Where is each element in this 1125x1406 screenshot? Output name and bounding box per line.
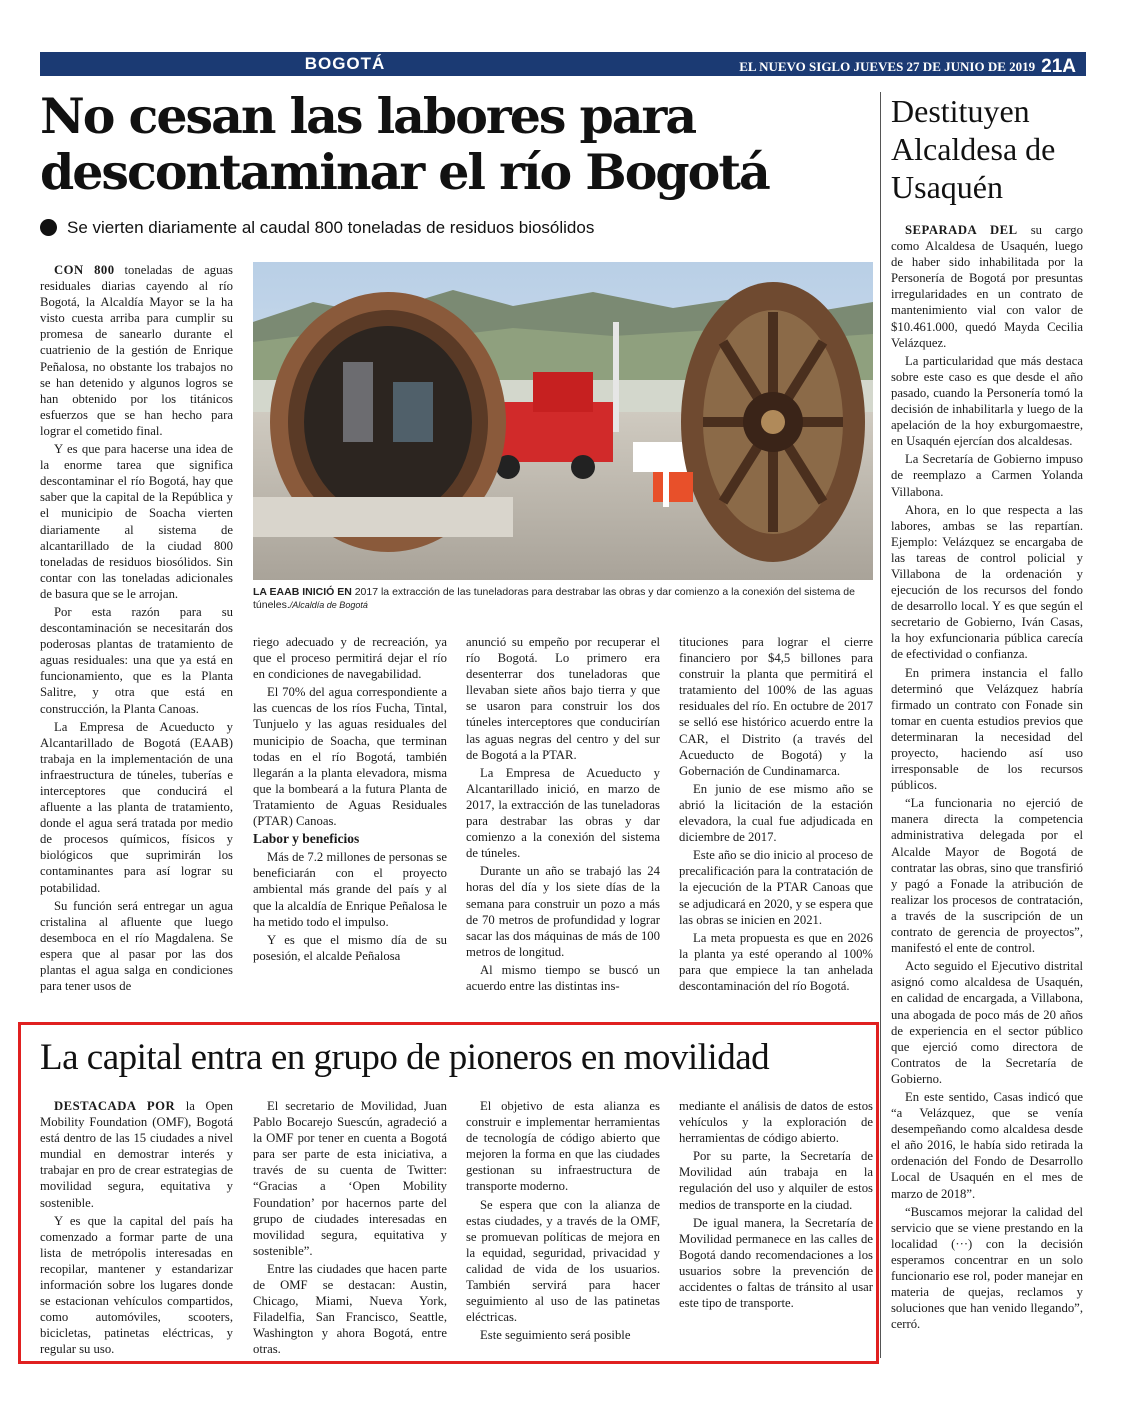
paragraph [679, 1148, 873, 1212]
paragraph [466, 1327, 660, 1343]
main-headline: No cesan las labores para descontaminar el río Bogotá [40, 87, 769, 201]
main-subhead [40, 218, 870, 238]
lead-in: CON 800 [54, 263, 115, 277]
paragraph-text: La Empresa de Acueducto y Alcantarillado de Bogotá (EAAB) trabaja en la implementación de una infraestructura de túneles, tuberías e interceptores que conducirá el afluente a las planta de tratamiento, donde el agua será tratada por medio de procesos químicos, físicos y biológicos que suprimirán los contaminantes para así lograr su potabilidad. [40, 719, 233, 895]
paragraph-text: mediante el análisis de datos de estos vehículos y la exploración de herramientas de código abierto. [679, 1099, 873, 1146]
paragraph [40, 1213, 233, 1358]
paragraph [40, 719, 233, 896]
main-column-3 [466, 634, 660, 996]
paragraph [466, 863, 660, 960]
paragraph-text: Su función será entregar un agua cristalina al afluente que luego desemboca en el río Magdalena. Se espera que al pasar por las dos plantas el agua salga en condiciones para tener usos de [40, 898, 233, 994]
paragraph [253, 932, 447, 964]
box-column-1 [40, 1098, 233, 1360]
page-number: 21A [1041, 56, 1076, 77]
paragraph-text: Este seguimiento será posible [480, 1328, 631, 1343]
paragraph-text: riego adecuado y de recreación, ya que el proceso permitirá dejar el río en condiciones de navegabilidad. [253, 635, 447, 682]
paragraph [40, 1098, 233, 1211]
paragraph-text: Acto seguido el Ejecutivo distrital asignó como alcaldesa de Usaquén, en calidad de encargada, a Villabona, una abogada de poco más de 20 años de experiencia en el sector público que ejerció como directora de Contratos de la Secretaría de Gobierno. [891, 959, 1083, 1086]
box-column-2 [253, 1098, 447, 1360]
paragraph [891, 795, 1083, 956]
section-header-bar [40, 52, 1086, 76]
section-name: BOGOTÁ [304, 54, 386, 73]
folio-text: EL NUEVO SIGLO JUEVES 27 DE JUNIO DE 2019 [739, 59, 1036, 74]
paragraph-text: Por esta razón para su descontaminación se necesitarán dos poderosas plantas de tratamiento de aguas residuales: una que ya está en funcionamiento, que es la Planta Salitre, y otra que está en construcción, la Planta Canoas. [40, 604, 233, 716]
paragraph [679, 1098, 873, 1146]
paragraph-text: anunció su empeño por recuperar el río Bogotá. Lo primero era desenterrar dos tuneladoras que llevaban siete años bajo tierra y que se usaron para construir los dos túneles interceptores que conducirían las aguas negras del centro y del sur de Bogotá a la PTAR. [466, 635, 660, 762]
paragraph-text: la Open Mobility Foundation (OMF), Bogotá está dentro de las 15 ciudades a nivel mundial en demostrar interés y trabajar en pro de crear estrategias de movilidad segura, equitativa y sostenible. [40, 1099, 233, 1210]
paragraph-text: De igual manera, la Secretaría de Movilidad permanece en las calles de Bogotá dando recomendaciones a los usuarios sobre la prevención de accidentes o faltas de tránsito al usar este tipo de transporte. [679, 1215, 873, 1311]
paragraph [891, 958, 1083, 1087]
caption-credit: /Alcaldía de Bogotá [289, 600, 368, 610]
main-column-2 [253, 634, 447, 966]
sidebar-divider [880, 92, 881, 1358]
paragraph-text: Y es que el mismo día de su posesión, el alcalde Peñalosa [253, 932, 447, 963]
photo-caption [253, 586, 868, 612]
paragraph-text: Al mismo tiempo se buscó un acuerdo entre las distintas ins- [466, 962, 660, 993]
paragraph-text: Y es que para hacerse una idea de la enorme tarea que significa descontaminar el río Bogotá, hay que saber que la capital de la República y el municipio de Soacha vierten diariamente al sistema de alcantarillado de la ciudad 800 toneladas de residuos biosólidos. Sin contar con las toneladas adicionales de basura que se le arrojan. [40, 442, 233, 601]
caption-lead: LA EAAB INICIÓ EN [253, 586, 352, 598]
main-column-4 [679, 634, 873, 996]
paragraph [40, 441, 233, 602]
paragraph-text: La Empresa de Acueducto y Alcantarillado inició, en marzo de 2017, la extracción de las tuneladoras para destrabar las obras y dar comienzo a la conexión del sistema de túneles. [466, 765, 660, 861]
paragraph-text: tituciones para lograr el cierre financiero por $4,5 billones para construir la planta que permitirá el tratamiento del 100% de las aguas residuales del río. En octubre de 2017 se selló ese histórico acuerdo entre la CAR, el Distrito (a través del Acueducto de Bogotá) y la Gobernación de Cundinamarca. [679, 635, 873, 778]
paragraph [40, 604, 233, 717]
paragraph [466, 1098, 660, 1195]
paragraph [891, 353, 1083, 450]
paragraph [253, 849, 447, 929]
paragraph-text: Y es que la capital del país ha comenzado a formar parte de una lista de metrópolis interesadas en recopilar, mantener y estandarizar información sobre los lugares donde se estacionan vehículos compartidos, como automóviles, scooters, bicicletas, patinetas eléctricas, y regular su uso. [40, 1213, 233, 1357]
paragraph [891, 222, 1083, 351]
caption-text: 2017 la extracción de las tuneladoras para destrabar las obras y dar comienzo a la conexión del sistema de túneles. [253, 586, 855, 611]
paragraph [253, 1261, 447, 1358]
paragraph-text: En junio de ese mismo año se abrió la licitación de la estación elevadora, la cual fue adjudicada en diciembre de 2017. [679, 781, 873, 845]
paragraph-text: “Buscamos mejorar la calidad del servicio que se viene prestando en la localidad (···) con la decisión esperamos concentrar en un solo funcionario ese rol, poder manejar en materia de quejas, reclamos y soluciones que han venido llegando”, cerró. [891, 1204, 1083, 1332]
subhead-text: Se vierten diariamente al caudal 800 toneladas de residuos biosólidos [67, 218, 595, 237]
paragraph [679, 1215, 873, 1312]
paragraph [679, 781, 873, 845]
paragraph [466, 1197, 660, 1326]
lead-in: SEPARADA DEL [905, 223, 1018, 237]
section-subtitle: Labor y beneficios [253, 831, 360, 847]
paragraph [466, 962, 660, 994]
paragraph [40, 898, 233, 995]
paragraph [253, 684, 447, 829]
boxed-article-headline: La capital entra en grupo de pioneros en movilidad [40, 1037, 770, 1078]
paragraph-text: La Secretaría de Gobierno impuso de reemplazo a Carmen Yolanda Villabona. [891, 452, 1083, 499]
paragraph-text: “La funcionaria no ejerció de manera directa la competencia administrativa delegada por el Alcalde Mayor de Bogotá de contratar las obras, sino que transfirió y pagó a Fonade la atribución de realizar los procesos de contratación, a través de la suscripción de un contrato de gerencia de proyectos”, manifestó el ente de control. [891, 796, 1083, 956]
paragraph-text: Este año se dio inicio al proceso de precalificación para la contratación de la ejecución de la PTAR Canoas que se adjudicará en 2020, y se espera que las obras se inicien en 2021. [679, 848, 873, 927]
paragraph [679, 634, 873, 779]
paragraph [253, 634, 447, 682]
paragraph-text: Entre las ciudades que hacen parte de OMF se destacan: Austin, Chicago, Miami, Nueva York, Filadelfia, San Francisco, Seattle, Washington y ahora Bogotá, entre otras. [253, 1261, 447, 1357]
paragraph [891, 1089, 1083, 1202]
paragraph-text: La particularidad que más destaca sobre este caso es que desde el año pasado, cuando la Personería tomó la decisión de inhabilitarla y luego de la apelación de la hoy exburgomaestre, en Usaquén ejercían dos alcaldesas. [891, 353, 1083, 449]
box-column-4 [679, 1098, 873, 1313]
paragraph-text: El secretario de Movilidad, Juan Pablo Bocarejo Suescún, agradeció a la OMF por tener en cuenta a Bogotá para ser parte de esta iniciativa, a través de su cuenta de Twitter: “Gracias a ‘Open Mobility Foundation’ por hacernos parte del grupo de ciudades interesadas en movilidad segura, equitativa y sostenible”. [253, 1099, 447, 1258]
sidebar-headline: Destituyen Alcaldesa de Usaquén [891, 93, 1056, 205]
paragraph [466, 765, 660, 862]
paragraph [253, 1098, 447, 1259]
paragraph-text: Más de 7.2 millones de personas se beneficiarán con el proyecto ambiental más grande del país y al que la alcaldía de Enrique Peñalosa le ha metido todo el impulso. [253, 850, 447, 929]
main-column-1 [40, 262, 233, 996]
paragraph [679, 847, 873, 927]
paragraph-text: En primera instancia el fallo determinó que Velázquez habría firmado un contrato con Fonade sin tomar en cuenta estudios previos que determinaran la necesidad del proyecto, haciendo así uso irresponsable de los recursos públicos. [891, 665, 1083, 793]
box-column-3 [466, 1098, 660, 1345]
lead-in: DESTACADA POR [54, 1099, 176, 1113]
paragraph-text: En este sentido, Casas indicó que “a Velázquez, que se venía desempeñando como alcaldesa desde el año 2016, le había sido retirada la ordenación del Fondo de Desarrollo Local de Usaquén en el mes de marzo de 2018”. [891, 1089, 1083, 1201]
paragraph-text: El 70% del agua correspondiente a las cuencas de los ríos Fucha, Tintal, Tunjuelo y las aguas residuales del municipio de Soacha, que terminan todas en el río Bogotá, también llegarán a la planta elevadora, misma que la bombeará a la futura Planta de Tratamiento de Aguas Residuales (PTAR) Canoas. [253, 685, 447, 829]
page-folio [739, 55, 1076, 77]
paragraph [891, 665, 1083, 794]
paragraph [891, 1204, 1083, 1333]
paragraph [891, 451, 1083, 499]
paragraph [679, 930, 873, 994]
paragraph [40, 262, 233, 439]
tunnel-boring-machines-photo [253, 262, 873, 580]
paragraph-text: La meta propuesta es que en 2026 la planta ya esté operando al 100% para que empiece la tan anhelada descontaminación del río Bogotá. [679, 930, 873, 993]
paragraph-text: su cargo como Alcaldesa de Usaquén, luego de haber sido inhabilitada por la Personería de Bogotá por presuntas irregularidades en un contrato de mantenimiento vial con valor de $10.461.000, quedó Mayda Cecilia Velázquez. [891, 223, 1083, 350]
paragraph [466, 634, 660, 763]
sidebar-column [891, 222, 1083, 1334]
paragraph [891, 502, 1083, 663]
paragraph-text: toneladas de aguas residuales diarias cayendo al río Bogotá, la Alcaldía Mayor se la ha visto cuesta arriba para cumplir su promesa de sanearlo durante el cuatrienio de la gestión de Enrique Peñalosa, no obstante los trabajos no se han detenido y algunos logros se han obtenido por los titánicos esfuerzos que se han hecho para lograr el cometido final. [40, 263, 233, 438]
paragraph-text: Durante un año se trabajó las 24 horas del día y los siete días de la semana para construir un pozo a más de 70 metros de profundidad y lograr sacar las dos máquinas de más de 100 metros de longitud. [466, 864, 660, 959]
paragraph-text: Ahora, en lo que respecta a las labores, ambas se las repartían. Ejemplo: Velázquez se encargaba de las tareas de control policial y Villabona de la ordenación y ejecución de los recursos del fondo de desarrollo local. Y es que según el secretario de Gobierno, Iván Casas, la hoy exfuncionaria pública carecía de efectividad o confianza. [891, 502, 1083, 662]
paragraph-text: El objetivo de esta alianza es construir e implementar herramientas de tecnología de código abierto que mejoren la forma en que las ciudades gestionan su infraestructura de transporte moderno. [466, 1099, 660, 1194]
paragraph-text: Por su parte, la Secretaría de Movilidad aún trabaja en la regulación del uso y alquiler de estos medios de transporte en la ciudad. [679, 1149, 873, 1212]
paragraph-text: Se espera que con la alianza de estas ciudades, y a través de la OMF, se promuevan políticas de mejora en la equidad, seguridad, privacidad y calidad de vida de los usuarios. También servirá para hacer seguimiento al uso de las patinetas eléctricas. [466, 1197, 660, 1325]
bullet-icon [40, 219, 57, 236]
